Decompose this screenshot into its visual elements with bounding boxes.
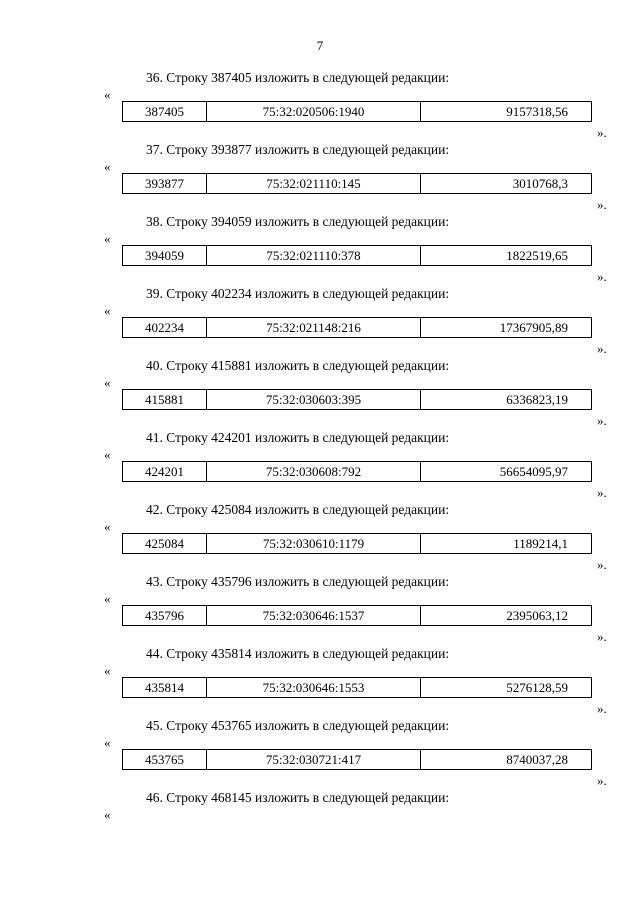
amendment-entry <box>0 646 640 718</box>
row-number-cell: 435814 <box>123 678 207 697</box>
closing-quote: ». <box>597 125 607 140</box>
amendment-instruction: 42. Строку 425084 изложить в следующей редакции: <box>146 502 450 517</box>
amendment-instruction: 41. Строку 424201 изложить в следующей редакции: <box>146 430 450 445</box>
amendment-instruction: 43. Строку 435796 изложить в следующей редакции: <box>146 574 450 589</box>
table-row <box>122 245 592 266</box>
amendment-instruction: 46. Строку 468145 изложить в следующей редакции: <box>146 790 450 805</box>
cadastral-number-cell: 75:32:021110:378 <box>207 246 421 265</box>
cadastral-value-cell: 3010768,3 <box>512 176 568 191</box>
cadastral-value-cell: 2395063,12 <box>506 608 568 623</box>
amendment-instruction: 45. Строку 453765 изложить в следующей редакции: <box>146 718 450 733</box>
amendment-entry <box>0 214 640 286</box>
opening-quote: « <box>104 591 111 606</box>
cadastral-value-cell: 1189214,1 <box>513 536 568 551</box>
closing-quote: ». <box>597 629 607 644</box>
cadastral-number-cell: 75:32:030608:792 <box>207 462 421 481</box>
table-row <box>122 677 592 698</box>
cadastral-number-cell: 75:32:030646:1553 <box>207 678 421 697</box>
amendment-entry <box>0 70 640 142</box>
amendment-entry <box>0 286 640 358</box>
cadastral-number-cell: 75:32:030610:1179 <box>207 534 421 553</box>
closing-quote: ». <box>597 413 607 428</box>
opening-quote: « <box>104 231 111 246</box>
cadastral-number-cell: 75:32:020506:1940 <box>207 102 421 121</box>
table-row <box>122 461 592 482</box>
opening-quote: « <box>104 447 111 462</box>
opening-quote: « <box>104 303 111 318</box>
row-number-cell: 394059 <box>123 246 207 265</box>
amendment-instruction: 36. Строку 387405 изложить в следующей редакции: <box>146 70 450 85</box>
cadastral-value-cell: 17367905,89 <box>499 320 568 335</box>
cadastral-value-cell: 1822519,65 <box>506 248 568 263</box>
amendment-entry <box>0 142 640 214</box>
table-row <box>122 173 592 194</box>
amendment-instruction: 44. Строку 435814 изложить в следующей редакции: <box>146 646 450 661</box>
closing-quote: ». <box>597 701 607 716</box>
table-row <box>122 605 592 626</box>
opening-quote: « <box>104 663 111 678</box>
closing-quote: ». <box>597 341 607 356</box>
row-number-cell: 435796 <box>123 606 207 625</box>
closing-quote: ». <box>597 197 607 212</box>
amendment-instruction: 38. Строку 394059 изложить в следующей редакции: <box>146 214 450 229</box>
page-number: 7 <box>316 38 324 53</box>
opening-quote: « <box>104 735 111 750</box>
closing-quote: ». <box>597 773 607 788</box>
opening-quote: « <box>104 375 111 390</box>
amendment-entry <box>0 358 640 430</box>
table-row <box>122 389 592 410</box>
amendment-entry <box>0 430 640 502</box>
amendment-instruction: 40. Строку 415881 изложить в следующей редакции: <box>146 358 450 373</box>
cadastral-number-cell: 75:32:021148:216 <box>207 318 421 337</box>
table-row <box>122 749 592 770</box>
cadastral-value-cell: 8740037,28 <box>506 752 568 767</box>
cadastral-value-cell: 6336823,19 <box>506 392 568 407</box>
cadastral-value-cell: 5276128,59 <box>506 680 568 695</box>
opening-quote: « <box>104 519 111 534</box>
opening-quote: « <box>104 159 111 174</box>
cadastral-value-cell: 9157318,56 <box>506 104 568 119</box>
amendment-instruction: 39. Строку 402234 изложить в следующей редакции: <box>146 286 450 301</box>
amendment-entry <box>0 502 640 574</box>
closing-quote: ». <box>597 485 607 500</box>
opening-quote: « <box>104 87 111 102</box>
cadastral-number-cell: 75:32:030603:395 <box>207 390 421 409</box>
row-number-cell: 424201 <box>123 462 207 481</box>
amendment-instruction: 37. Строку 393877 изложить в следующей редакции: <box>146 142 450 157</box>
row-number-cell: 387405 <box>123 102 207 121</box>
cadastral-number-cell: 75:32:030646:1537 <box>207 606 421 625</box>
amendment-entry <box>0 718 640 790</box>
amendment-entry-final <box>0 790 640 830</box>
table-row <box>122 533 592 554</box>
row-number-cell: 425084 <box>123 534 207 553</box>
closing-quote: ». <box>597 557 607 572</box>
row-number-cell: 393877 <box>123 174 207 193</box>
cadastral-value-cell: 56654095,97 <box>499 464 568 479</box>
closing-quote: ». <box>597 269 607 284</box>
table-row <box>122 317 592 338</box>
opening-quote: « <box>104 807 111 822</box>
table-row <box>122 101 592 122</box>
row-number-cell: 402234 <box>123 318 207 337</box>
row-number-cell: 453765 <box>123 750 207 769</box>
row-number-cell: 415881 <box>123 390 207 409</box>
cadastral-number-cell: 75:32:021110:145 <box>207 174 421 193</box>
cadastral-number-cell: 75:32:030721:417 <box>207 750 421 769</box>
amendment-entry <box>0 574 640 646</box>
